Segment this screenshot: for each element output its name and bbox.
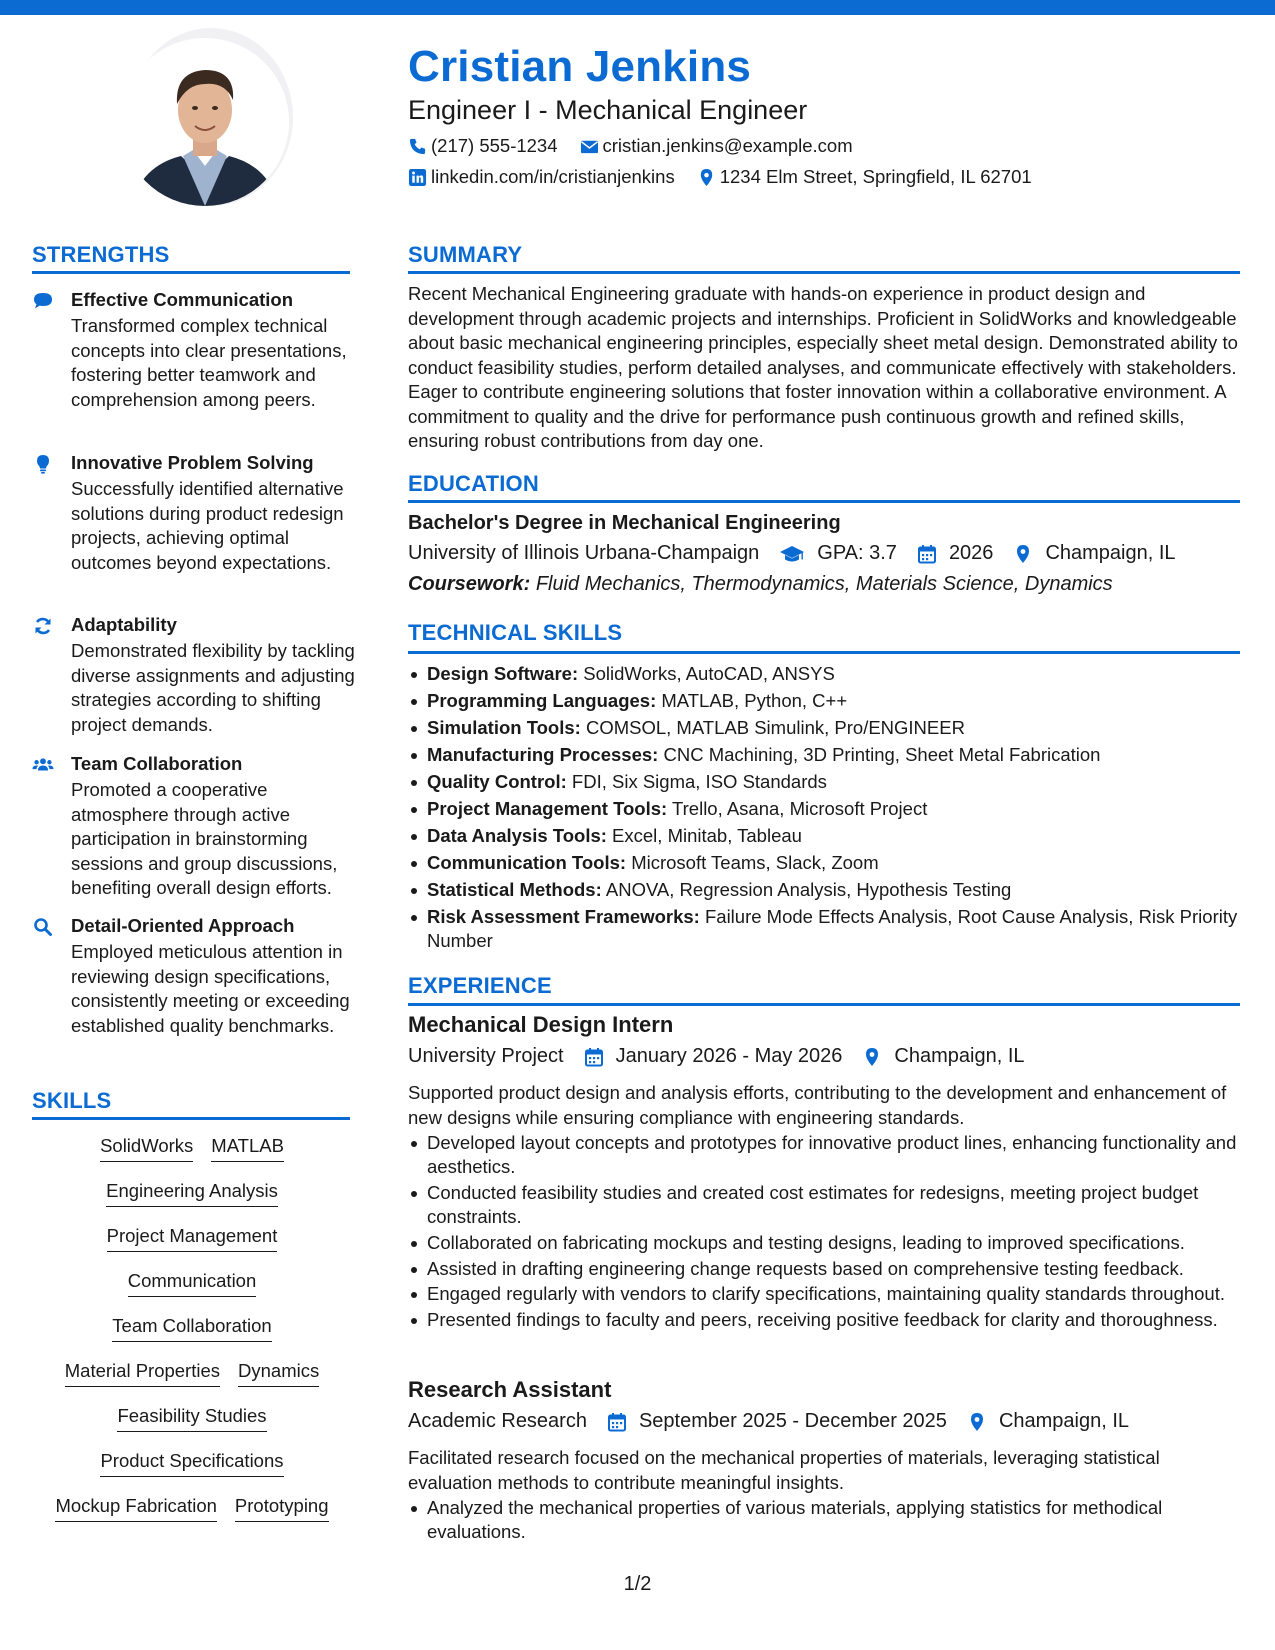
strength-title: Innovative Problem Solving (71, 452, 314, 473)
location-text: Champaign, IL (894, 1045, 1025, 1067)
skill-label: Statistical Methods: (427, 879, 602, 900)
skill-label: Design Software: (427, 663, 579, 684)
top-accent-bar (0, 0, 1275, 15)
speech-bubble-icon (32, 291, 54, 311)
list-item (408, 770, 1243, 794)
org-text: Academic Research (408, 1410, 587, 1432)
skill-tag: Dynamics (238, 1360, 319, 1387)
list-item (408, 689, 1243, 713)
list-item: Engaged regularly with vendors to clarify specifications, maintaining quality standards throughout. (408, 1282, 1243, 1306)
school-name (408, 542, 759, 565)
skill-tag: Prototyping (235, 1495, 329, 1522)
location-item (967, 1410, 1129, 1433)
avatar (115, 28, 293, 206)
skill-value: COMSOL, MATLAB Simulink, Pro/ENGINEER (585, 717, 965, 738)
email-link[interactable]: cristian.jenkins@example.com (602, 135, 853, 156)
skill-row (32, 1315, 352, 1342)
skills-divider (32, 1117, 350, 1120)
strengths-divider (32, 271, 350, 274)
list-item: Developed layout concepts and prototypes for innovative product lines, enhancing functionality and aesthetics. (408, 1131, 1243, 1179)
summary-divider (408, 271, 1240, 274)
skill-label: Programming Languages: (427, 690, 657, 711)
strength-title: Detail-Oriented Approach (71, 915, 295, 936)
calendar-icon (607, 1412, 627, 1432)
location-text: Champaign, IL (1045, 542, 1176, 564)
page-number: 1/2 (623, 1573, 652, 1595)
education-meta (408, 542, 1196, 565)
list-item: Presented findings to faculty and peers, receiving positive feedback for clarity and thoroughness. (408, 1308, 1243, 1332)
skill-tag: Mockup Fabrication (55, 1495, 216, 1522)
skill-value: SolidWorks, AutoCAD, ANSYS (583, 663, 835, 684)
contact-row-1 (408, 135, 875, 157)
skill-tag: Communication (128, 1270, 257, 1297)
skill-label: Manufacturing Processes: (427, 744, 659, 765)
summary-heading: SUMMARY (408, 242, 523, 267)
list-item (408, 905, 1243, 953)
skill-tag: Engineering Analysis (106, 1180, 278, 1207)
job-summary: Supported product design and analysis efforts, contributing to the development and enhancement of new designs while ensuring compliance with engineering standards. (408, 1082, 1227, 1128)
technical-skills-heading: TECHNICAL SKILLS (408, 620, 623, 645)
skill-tag: SolidWorks (100, 1135, 193, 1162)
map-pin-icon (697, 168, 716, 187)
location-text: Champaign, IL (998, 1410, 1130, 1432)
linkedin-link[interactable]: linkedin.com/in/cristianjenkins (431, 166, 675, 187)
skill-label: Data Analysis Tools: (427, 825, 607, 846)
strength-title: Effective Communication (71, 289, 294, 310)
location-item (1013, 542, 1175, 565)
linkedin-icon (408, 168, 427, 187)
skill-tag: Team Collaboration (112, 1315, 271, 1342)
contact-row-2 (408, 166, 1054, 188)
strength-title: Team Collaboration (71, 753, 243, 774)
skill-label: Risk Assessment Frameworks: (427, 906, 700, 927)
gpa-text: GPA: 3.7 (817, 542, 897, 564)
skill-label: Quality Control: (427, 771, 567, 792)
skill-tag: Feasibility Studies (117, 1405, 266, 1432)
skill-value: Trello, Asana, Microsoft Project (672, 798, 928, 819)
dates-text: January 2026 - May 2026 (615, 1045, 843, 1067)
coursework-label: Coursework: (408, 573, 531, 595)
coursework (408, 573, 1113, 596)
phone-number[interactable]: (217) 555-1234 (431, 135, 558, 156)
email-item (580, 135, 853, 157)
location-item (862, 1045, 1024, 1068)
skill-row (32, 1135, 352, 1162)
skill-tag: Project Management (107, 1225, 278, 1252)
skill-value: FDI, Six Sigma, ISO Standards (571, 771, 827, 792)
list-item: Assisted in drafting engineering change requests based on comprehensive testing feedback. (408, 1257, 1243, 1281)
list-item (408, 662, 1243, 686)
map-pin-icon (1013, 544, 1033, 564)
strength-desc: Transformed complex technical concepts into clear presentations, fostering better teamwork and comprehension among peers. (71, 315, 347, 410)
skill-label: Communication Tools: (427, 852, 627, 873)
degree-title: Bachelor's Degree in Mechanical Engineering (408, 512, 841, 534)
org-item (408, 1410, 587, 1433)
technical-skills-list (408, 662, 1243, 956)
skill-label: Simulation Tools: (427, 717, 581, 738)
skill-row (32, 1225, 352, 1252)
strengths-heading: STRENGTHS (32, 242, 170, 267)
strength-desc: Promoted a cooperative atmosphere through active participation in brainstorming sessions and group discussions, benefiting overall design efforts. (71, 779, 338, 898)
list-item (408, 824, 1243, 848)
skill-row (32, 1270, 352, 1297)
list-item (408, 743, 1243, 767)
experience-heading: EXPERIENCE (408, 973, 552, 998)
list-item (408, 797, 1243, 821)
skill-tag: Product Specifications (100, 1450, 283, 1477)
job-role-title: Mechanical Design Intern (408, 1012, 674, 1037)
strength-desc: Demonstrated flexibility by tackling diverse assignments and adjusting strategies according to shifting project demands. (71, 640, 355, 735)
dates-item (584, 1045, 843, 1068)
skill-value: ANOVA, Regression Analysis, Hypothesis Testing (605, 879, 1012, 900)
summary-text: Recent Mechanical Engineering graduate with hands-on experience in product design and development through academic projects and internships. Proficient in SolidWorks and knowledgeable about basic mechanical engineering principles, especially sheet metal design. Demonstrated ability to conduct feasibility studies, perform detailed analyses, and communicate effectively with stakeholders. Eager to contribute engineering solutions that foster innovation within a collaborative environment. A commitment to quality and the drive for performance push continuous growth and refined skills, ensuring robust contributions from day one. (408, 283, 1238, 451)
envelope-icon (580, 137, 599, 156)
address-text: 1234 Elm Street, Springfield, IL 62701 (719, 166, 1032, 187)
list-item: Conducted feasibility studies and created cost estimates for redesigns, meeting project budget constraints. (408, 1181, 1243, 1229)
skill-row (32, 1405, 352, 1432)
strength-desc: Employed meticulous attention in reviewing design specifications, consistently meeting or exceeding established quality benchmarks. (71, 941, 350, 1036)
job-meta (408, 1410, 1149, 1433)
list-item (408, 878, 1243, 902)
org-item (408, 1045, 564, 1068)
job-bullets (408, 1496, 1243, 1546)
skill-tag: Material Properties (65, 1360, 220, 1387)
skill-label: Project Management Tools: (427, 798, 668, 819)
skill-value: Excel, Minitab, Tableau (612, 825, 802, 846)
users-icon (32, 755, 54, 775)
calendar-icon (584, 1047, 604, 1067)
refresh-icon (32, 616, 54, 636)
job-role-title: Research Assistant (408, 1377, 612, 1402)
year-item (917, 542, 994, 565)
calendar-icon (917, 544, 937, 564)
job-title: Engineer I - Mechanical Engineer (408, 95, 808, 125)
map-pin-icon (967, 1412, 987, 1432)
education-heading: EDUCATION (408, 471, 539, 496)
list-item: Analyzed the mechanical properties of various materials, applying statistics for methodical evaluations. (408, 1496, 1243, 1544)
year-text: 2026 (948, 542, 994, 564)
skill-row (32, 1450, 352, 1477)
list-item (408, 716, 1243, 740)
education-divider (408, 500, 1240, 503)
gpa-item (779, 542, 897, 565)
map-pin-icon (862, 1047, 882, 1067)
skills-heading: SKILLS (32, 1088, 112, 1113)
skill-tag: MATLAB (211, 1135, 284, 1162)
graduation-cap-icon (779, 544, 805, 564)
search-icon (32, 917, 54, 937)
phone-icon (408, 137, 427, 156)
dates-item (607, 1410, 947, 1433)
technical-skills-divider (408, 651, 1240, 654)
coursework-text: Fluid Mechanics, Thermodynamics, Materials Science, Dynamics (535, 573, 1113, 595)
linkedin-item (408, 166, 675, 188)
profile-photo (121, 38, 289, 206)
candidate-name: Cristian Jenkins (408, 42, 752, 91)
list-item: Collaborated on fabricating mockups and testing designs, leading to improved specifications. (408, 1231, 1243, 1255)
list-item (408, 851, 1243, 875)
job-bullets (408, 1131, 1243, 1334)
job-summary: Facilitated research focused on the mechanical properties of materials, leveraging statistical evaluation methods to contribute meaningful insights. (408, 1447, 1160, 1493)
skill-value: MATLAB, Python, C++ (661, 690, 848, 711)
skill-row (32, 1495, 352, 1522)
skill-value: CNC Machining, 3D Printing, Sheet Metal Fabrication (663, 744, 1101, 765)
job-meta (408, 1045, 1045, 1068)
skill-row (32, 1180, 352, 1207)
school-text: University of Illinois Urbana-Champaign (408, 542, 760, 564)
org-text: University Project (408, 1045, 564, 1067)
experience-divider (408, 1003, 1240, 1006)
strength-title: Adaptability (71, 614, 177, 635)
strength-desc: Successfully identified alternative solutions during product redesign projects, achieving optimal outcomes beyond expectations. (71, 478, 344, 573)
address-item (697, 166, 1032, 188)
skill-value: Microsoft Teams, Slack, Zoom (631, 852, 879, 873)
skill-value: Failure Mode Effects Analysis, Root Cause Analysis, Risk Priority Number (427, 906, 1238, 952)
dates-text: September 2025 - December 2025 (638, 1410, 947, 1432)
phone-item (408, 135, 558, 157)
lightbulb-icon (32, 454, 54, 474)
skill-row (32, 1360, 352, 1387)
